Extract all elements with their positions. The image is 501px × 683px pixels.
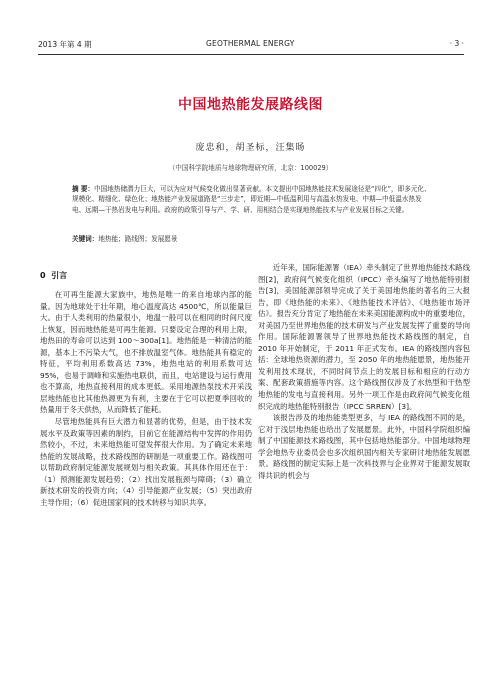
author-affiliation: （中国科学院地质与地球物理研究所，北京：100029） [168,164,333,172]
running-header [38,36,464,52]
section-heading [40,270,67,281]
keywords-label: 关键词： [72,235,99,243]
body-column-right [258,262,470,481]
article-authors: 庞忠和，胡圣标，汪集旸 [195,143,306,153]
abstract [72,184,432,215]
header-divider [38,54,464,55]
journal-name: GEOTHERMAL ENERGY [206,39,295,48]
body-paragraph: 在可再生能源大家族中，地热是唯一的来自地球内部的能量。因为地球处于壮年期，地心温度高达 4500℃，所以能量巨大。由于人类利用的热量很小，地温一般可以在相同的时间尺度上恢复，因而地热能是可再生能源。只要设定合理的利用上限，地热田的寿命可以达到 100～300a[1]。地热能是一种清洁的能源，基本上不污染大气，也不排放温室气体。地热能具有稳定的特征，平均利用系数高达 73%，地热电站的利用系数可达 95%，也易于调峰和实施热电联供，而且，电站建设与运行费用也不算高，地热直接利用的成本更低。采用地源热泵技术开采浅层地热能也比其他热源更为有利，主要在于它可以把夏季回收的热量用于冬天供热，从而降低了能耗。 [40,290,252,415]
journal-issue: 2013 年第 4 期 [38,40,92,49]
keywords [72,234,432,244]
page-number: · 3 · [449,39,464,48]
section-title: 引言 [51,271,68,280]
section-number: 0 [40,271,46,280]
abstract-text: 中国地热储潜力巨大，可以为应对气候变化做出显著贡献。本文提出中国地热能技术发展途径是“四化”，即多元化、规模化、精细化、绿色化；地热能产业发展道路是“三步走”，即近期—中低温利用与高温水热发电、中期—中低温水热发电、远期—干热岩发电与利用。政府的政策引导与产、学、研、用相结合是实现地热能技术与产业发展目标之关键。 [72,185,431,214]
body-column-left [40,289,252,508]
body-paragraph: 近年来，国际能源署（IEA）牵头制定了世界地热能技术路线图[2]，政府间气候变化组织（IPCC）牵头编写了地热能特别报告[3]，美国能源部领导完成了关于美国地热能的著名的三大报告，即《地热能的未来》、《地热能技术评估》、《地热能市场评估》。报告充分肯定了地热能在未来美国能源构成中的重要地位，对美国乃至世界地热能的技术研发与产业发展发挥了重要的导向作用。国际能源署领导了世界地热能技术路线图的制定，自 2010 年开始制定，于 2011 年正式发布。IEA 的路线图内容包括：全球地热资源的潜力，至 2050 年的地热能愿景，地热能开发利用技术现状，不同时间节点上的发展目标和相应的行动方案、配套政策措施等内容。这个路线图仅涉及了水热型和干热型地热能的发电与直接利用。另外一项工作是由政府间气候变化组织完成的地热能特别报告（IPCC SRREN）[3]。 [258,263,470,411]
body-paragraph: 尽管地热能具有巨大潜力和显著的优势，但是，由于技术发展水平及政策等因素的制约，目前它在能源结构中发挥的作用仍然较小，不过，未来地热能可望发挥很大作用。为了确定未来地热能的发展战略，技术路线图的研制是一项重要工作。路线图可以帮助政府制定能源发展规划与相关政策。其具体作用还在于：（1）预测能源发展趋势；（2）找出发展瓶颈与障碍；（3）确立新技术研发的投资方向；（4）引导能源产业发展；（5）突出政府主导作用；（6）促进国家间的技术转移与知识共享。 [40,417,252,507]
keywords-text: 地热能；路线图；发展愿景 [98,235,178,243]
body-paragraph: 该报告涉及的地热能类型更多，与 IEA 的路线图不同的是，它对于浅层地热能也给出了发展愿景。此外，中国科学院组织编制了中国能源技术路线图，其中包括地热能部分。中国地球物理学会地热专业委员会也多次组织国内相关专家研讨地热能发展愿景。路线图的制定实际上是一次科技界与企业界对于能源发展取得共识的机会与 [258,413,470,480]
abstract-label: 摘 要： [72,185,95,193]
article-title: 中国地热能发展路线图 [178,97,323,113]
